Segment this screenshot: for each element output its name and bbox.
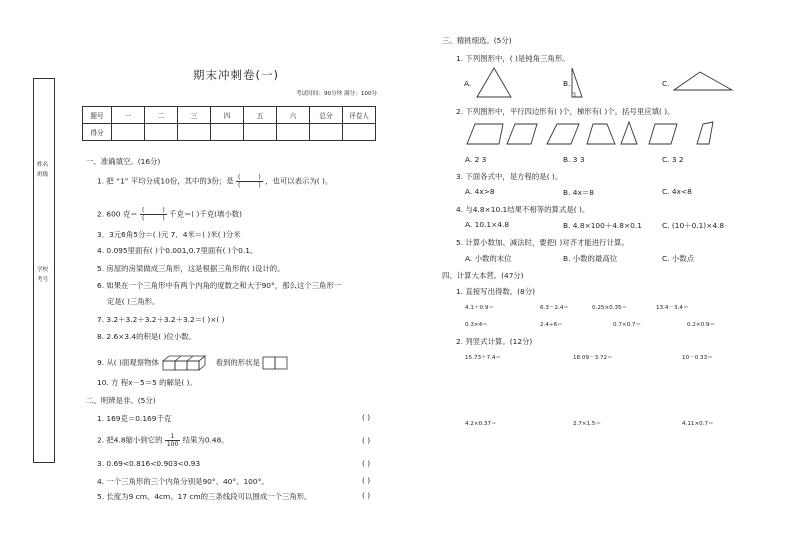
- choice-question-3: 3. 下面各式中，是方程的是( )。: [456, 172, 563, 181]
- question-text: 看到的形状是: [215, 358, 260, 367]
- score-cell: 题号: [83, 107, 112, 124]
- judge-item-5: 5. 长度为9 cm、4cm、17 cm的三条线段可以围成一个三角形。: [97, 492, 312, 501]
- score-cell: 五: [244, 107, 277, 124]
- subsection-vertical-calc: 2. 列竖式计算。(12分): [456, 337, 533, 346]
- cube-object-figure: [161, 354, 213, 372]
- vertical-calc-item[interactable]: 2.7×1.5＝: [573, 421, 602, 427]
- option-c[interactable]: C. (10＋0.1)×4.8: [662, 221, 725, 230]
- judge-answer-paren[interactable]: ( ): [362, 459, 371, 468]
- score-cell: 一: [112, 107, 145, 124]
- score-cell: 四: [211, 107, 244, 124]
- section4-heading: 四、计算大本营。(47分): [442, 271, 524, 280]
- question-text: ，也可以表示为( )。: [265, 176, 333, 186]
- question-1-9: [97, 354, 288, 372]
- score-cell: 二: [145, 107, 178, 124]
- quadrilaterals-figure: [465, 120, 740, 148]
- option-c[interactable]: C. 3 2: [662, 155, 684, 164]
- question-text: 9. 从( )面观察物体: [97, 358, 159, 367]
- score-cell: 评卷人: [343, 107, 376, 124]
- question-1-1: [97, 174, 332, 189]
- score-input-cell[interactable]: [178, 124, 211, 141]
- fraction: $\frac{1}{100}$: [166, 433, 179, 448]
- fraction-blank[interactable]: $\frac{( )}{( )}$: [142, 207, 165, 222]
- judge-answer-paren[interactable]: ( ): [362, 436, 371, 445]
- option-c[interactable]: C. 4x<8: [662, 187, 692, 196]
- choice-question-4: 4. 与4.8×10.1结果不相等的算式是( )。: [456, 205, 590, 214]
- fraction-blank[interactable]: $\frac{( )}{( )}$: [238, 174, 261, 189]
- option-a[interactable]: A. 10.1×4.8: [465, 220, 510, 229]
- question-1-2: [97, 207, 242, 222]
- section1-heading: 一、准确填空。(16分): [86, 157, 161, 166]
- question-1-10: 10. 方 程x－5＝5 的解是( )。: [97, 378, 197, 387]
- option-b[interactable]: B. 4x＝8: [563, 188, 594, 197]
- exam-time-info: 考试时间：90分钟 满分：100分: [296, 91, 378, 97]
- section2-heading: 二、明辨是非。(5分): [86, 396, 156, 405]
- obtuse-triangle-figure: [672, 70, 734, 92]
- vertical-calc-item[interactable]: 4.11×0.7＝: [682, 421, 714, 427]
- judge-answer-paren[interactable]: ( ): [362, 413, 371, 422]
- question-1-3: 3．3元6角5分＝( )元 7．4米＝( )米( )分米: [97, 230, 241, 239]
- direct-calc-item[interactable]: 0.25×0.35＝: [592, 305, 628, 311]
- option-b[interactable]: B. 4.8×100＋4.8×0.1: [563, 221, 642, 230]
- score-input-cell[interactable]: [145, 124, 178, 141]
- direct-calc-item[interactable]: 2.4÷6＝: [540, 322, 563, 328]
- score-cell: 得分: [83, 124, 112, 141]
- vertical-calc-item[interactable]: 18.09－3.72＝: [573, 355, 613, 361]
- page-title: 期末冲刺卷(一): [193, 68, 279, 82]
- direct-calc-item[interactable]: 13.4－3.4＝: [656, 305, 689, 311]
- option-a[interactable]: A. 4x>8: [465, 187, 495, 196]
- score-input-cell[interactable]: [112, 124, 145, 141]
- question-1-6b: 定是( )三角形。: [107, 297, 160, 306]
- question-1-8: 8. 2.6×3.4的积是( )位小数。: [97, 332, 196, 341]
- score-table-score-row: [83, 124, 376, 141]
- question-text: 1. 把 “1” 平均分成10份，其中的3份；是: [97, 176, 234, 186]
- judge-item-1: 1. 169克＝0.169千克: [97, 414, 172, 423]
- question-1-5: 5. 房屋的房梁做成三角形，这是根据三角形的( )设计的。: [97, 264, 285, 273]
- score-cell: 三: [178, 107, 211, 124]
- vertical-calc-item[interactable]: 15.73＋7.4＝: [465, 355, 502, 361]
- acute-triangle-figure: [474, 66, 514, 100]
- judge-answer-paren[interactable]: ( ): [362, 491, 371, 500]
- score-cell: 六: [277, 107, 310, 124]
- choice-question-5: 5. 计算小数加、减法时，要把( )对齐才能进行计算。: [456, 238, 629, 247]
- score-cell: 总分: [310, 107, 343, 124]
- option-b[interactable]: B. 3 3: [563, 155, 585, 164]
- right-triangle-figure: [570, 66, 584, 100]
- direct-calc-item[interactable]: 0.7×0.7＝: [613, 322, 642, 328]
- score-input-cell[interactable]: [211, 124, 244, 141]
- option-c[interactable]: C. 小数点: [662, 254, 695, 263]
- option-b-label[interactable]: B.: [563, 79, 571, 88]
- direct-calc-item[interactable]: 0.3×4＝: [465, 322, 488, 328]
- judge-item-4: 4. 一个三角形的三个内角分别是90°、40°、100°。: [97, 477, 269, 486]
- choice-question-1: 1. 下列图形中，( )是钝角三角形。: [456, 54, 570, 63]
- score-table: [82, 106, 376, 141]
- question-text: 结果为0.48。: [182, 435, 229, 445]
- score-input-cell[interactable]: [277, 124, 310, 141]
- binding-label-number: 考号: [37, 277, 49, 283]
- vertical-calc-item[interactable]: 4.2×0.37＝: [465, 421, 497, 427]
- judge-answer-paren[interactable]: ( ): [362, 476, 371, 485]
- option-a-label[interactable]: A.: [464, 79, 472, 88]
- option-c-label[interactable]: C.: [662, 79, 670, 88]
- direct-calc-item[interactable]: 4.1＋0.9＝: [465, 305, 494, 311]
- option-a[interactable]: A. 2 3: [465, 155, 487, 164]
- question-1-4: 4. 0.095里面有( )个0.001,0.7里面有( )个0.1。: [97, 246, 258, 255]
- direct-calc-item[interactable]: 6.3－2.4＝: [540, 305, 569, 311]
- view-shape-figure: [262, 356, 288, 370]
- section3-heading: 三、精挑细选。(5分): [442, 36, 512, 45]
- vertical-calc-item[interactable]: 10－0.33＝: [682, 355, 713, 361]
- option-a[interactable]: A. 小数的末位: [465, 254, 512, 263]
- direct-calc-item[interactable]: 0.2×0.9＝: [687, 322, 716, 328]
- question-text: 2. 600 克＝: [97, 209, 138, 219]
- judge-item-3: 3. 0.69<0.816<0.903<0.93: [97, 459, 201, 468]
- binding-label-name: 姓名: [37, 162, 49, 168]
- choice-question-2: 2. 下列图形中，平行四边形有( )个，梯形有( )个。括号里应填( )。: [456, 107, 675, 116]
- score-input-cell[interactable]: [244, 124, 277, 141]
- question-text: 2. 把4.8缩小到它的: [97, 435, 163, 445]
- score-input-cell[interactable]: [343, 124, 376, 141]
- score-table-header-row: [83, 107, 376, 124]
- question-1-6a: 6. 如果在一个三角形中有两个内角的度数之和大于90°，那么这个三角形一: [97, 281, 342, 290]
- judge-item-2: [97, 433, 229, 448]
- subsection-direct-calc: 1. 直接写出得数。(8分): [456, 287, 535, 296]
- score-input-cell[interactable]: [310, 124, 343, 141]
- question-text: 千克＝( )千克(填小数): [169, 209, 243, 219]
- binding-label-school: 学校: [37, 267, 49, 273]
- binding-label-class: 班级: [37, 172, 49, 178]
- option-b[interactable]: B. 小数的最高位: [563, 254, 618, 263]
- question-1-7: 7. 3.2＋3.2＋3.2＋3.2＋3.2＝( )×( ): [97, 315, 225, 324]
